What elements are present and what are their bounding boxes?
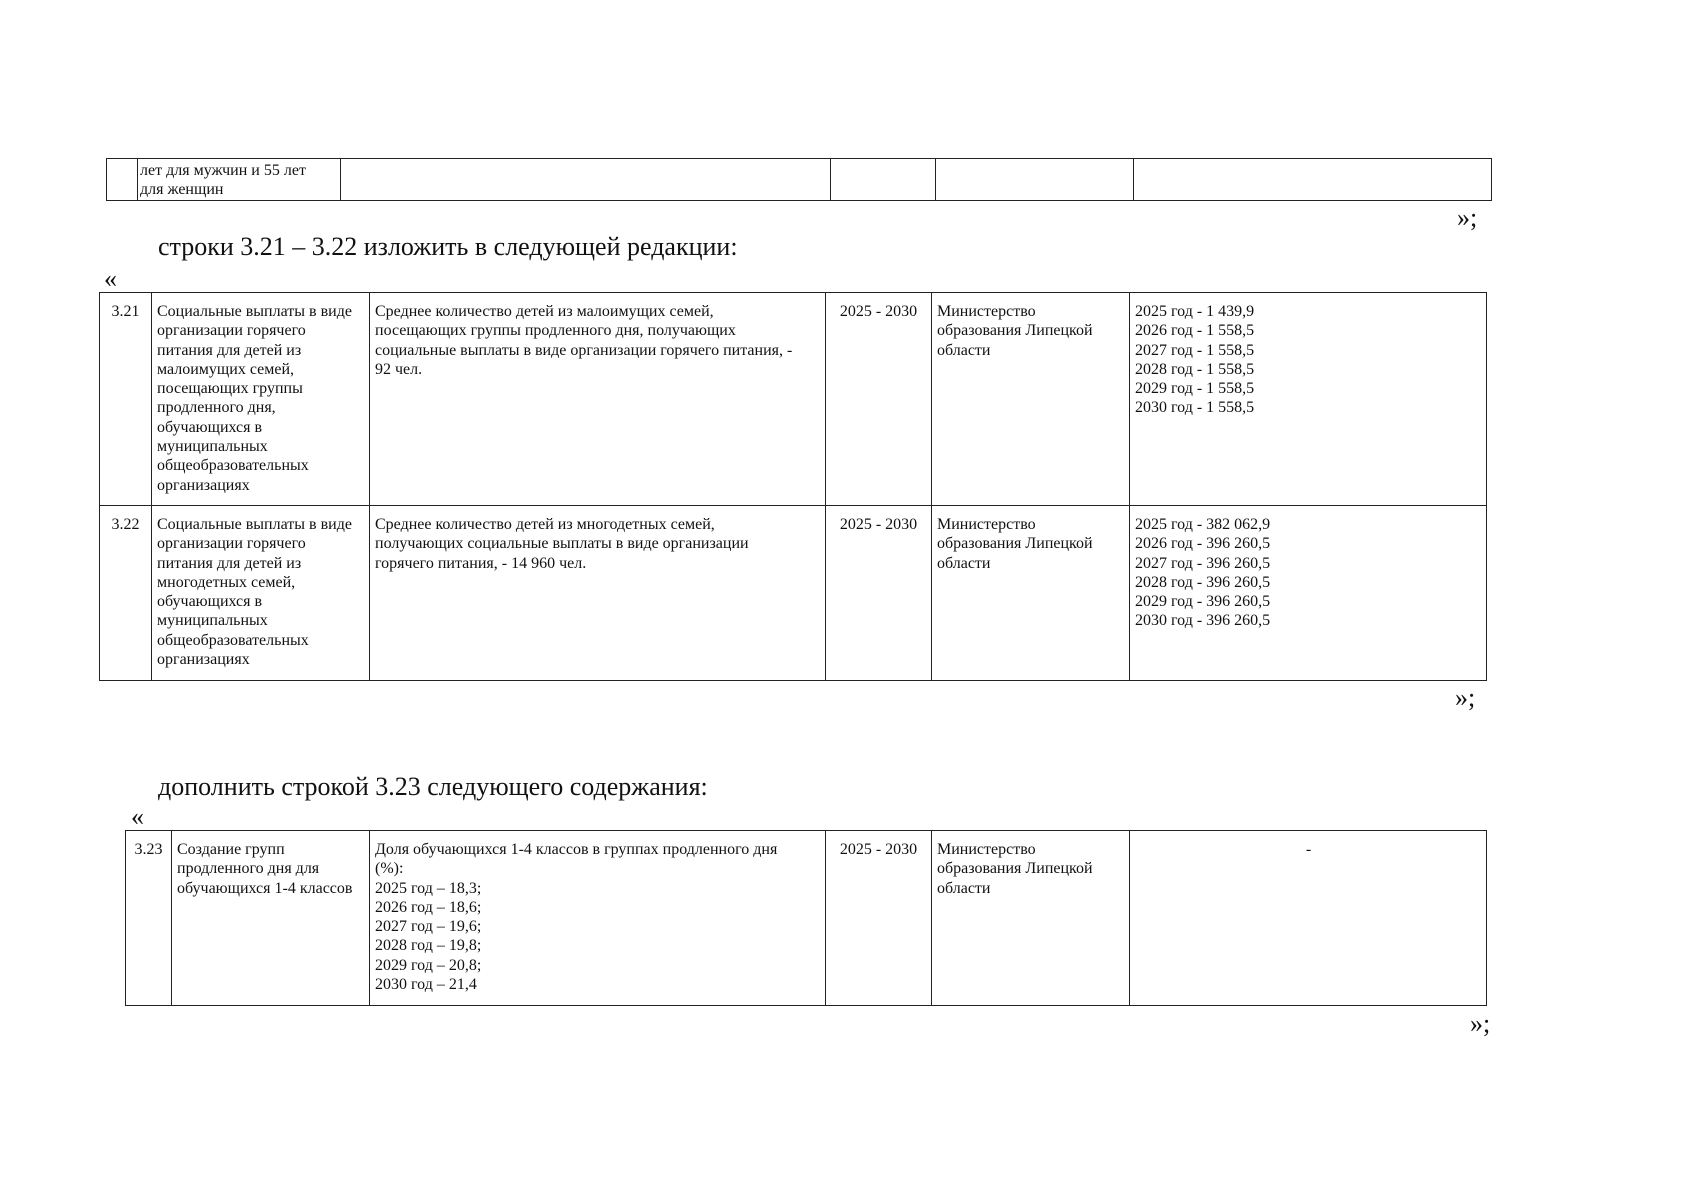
row-financing (1130, 293, 1487, 506)
cell-text-line: посещающих группы (157, 380, 303, 398)
row-executor (932, 293, 1130, 506)
cell-text-line: Министерство (937, 303, 1036, 320)
cell-text-line: 2027 год - 1 558,5 (1135, 341, 1255, 359)
row-indicator (370, 831, 826, 1006)
cell-text-line: 2029 год - 1 558,5 (1135, 380, 1255, 398)
cell-text-line: лет для мужчин и 55 лет (140, 162, 306, 179)
cell-text-line: области (937, 341, 991, 359)
cell-text-line: обучающихся в (157, 593, 263, 611)
cell-text-line: горячего питания, - 14 960 чел. (375, 554, 587, 572)
cell-text-line: Среднее количество детей из многодетных семей, (375, 516, 715, 533)
cell-text-line: Министерство (937, 841, 1036, 858)
cell-text-line: получающих социальные выплаты в виде организации (375, 535, 749, 553)
row-period: 2025 - 2030 (826, 506, 932, 681)
cell-text-line: общеобразовательных (157, 631, 309, 649)
cell-text-line: Создание групп (177, 841, 285, 858)
close-quote: »; (1470, 1009, 1491, 1038)
cell-text-line: Министерство (937, 516, 1036, 533)
row-financing: - (1130, 831, 1487, 1006)
fragment-executor-cell (936, 159, 1134, 201)
cell-text-line: 2027 год - 396 260,5 (1135, 554, 1271, 572)
cell-text-line: организациях (157, 476, 250, 494)
cell-text-line: 92 чел. (375, 360, 423, 378)
cell-text-line: 2030 год - 1 558,5 (1135, 399, 1255, 417)
row-period: 2025 - 2030 (826, 831, 932, 1006)
cell-text-line: муниципальных (157, 612, 268, 630)
cell-text-line: 2025 год - 382 062,9 (1135, 516, 1271, 533)
cell-text-line: 2030 год – 21,4 (375, 976, 477, 994)
row-name (152, 506, 370, 681)
cell-text-line: организациях (157, 651, 250, 669)
row-financing (1130, 506, 1487, 681)
cell-text-line: питания для детей из (157, 341, 302, 359)
cell-text-line: образования Липецкой (937, 322, 1093, 340)
rows-3-21-3-22-table (99, 292, 1487, 681)
cell-text-line: образования Липецкой (937, 860, 1093, 878)
cell-text-line: Социальные выплаты в виде (157, 303, 352, 320)
close-quote: »; (1457, 203, 1478, 232)
cell-text-line: области (937, 879, 991, 897)
cell-text-line: 2026 год – 18,6; (375, 898, 482, 916)
cell-text-line: обучающихся 1-4 классов (177, 879, 353, 897)
table-row (100, 506, 1487, 681)
row-indicator (370, 506, 826, 681)
open-quote: « (104, 264, 117, 293)
row-name (172, 831, 370, 1006)
cell-text-line: 2029 год - 396 260,5 (1135, 593, 1271, 611)
fragment-name-cell (138, 159, 341, 201)
row-number: 3.21 (100, 293, 152, 506)
section-heading: дополнить строкой 3.23 следующего содержания: (158, 772, 708, 801)
fragment-period-cell (831, 159, 936, 201)
cell-text-line: 2030 год - 396 260,5 (1135, 612, 1271, 630)
row-indicator (370, 293, 826, 506)
cell-text-line: муниципальных (157, 438, 268, 456)
top-fragment-table (106, 158, 1492, 201)
cell-text-line: 2026 год - 1 558,5 (1135, 322, 1255, 340)
section-heading: строки 3.21 – 3.22 изложить в следующей редакции: (158, 232, 738, 261)
table-row (100, 293, 1487, 506)
cell-text-line: 2026 год - 396 260,5 (1135, 535, 1271, 553)
cell-text-line: области (937, 554, 991, 572)
row-3-23-table (125, 830, 1487, 1006)
cell-text-line: 2025 год - 1 439,9 (1135, 303, 1255, 320)
cell-text-line: общеобразовательных (157, 457, 309, 475)
cell-text-line: организации горячего (157, 535, 306, 553)
cell-text-line: Среднее количество детей из малоимущих семей, (375, 303, 714, 320)
cell-text-line: многодетных семей, (157, 573, 296, 591)
row-executor (932, 506, 1130, 681)
cell-text-line: 2029 год – 20,8; (375, 956, 482, 974)
cell-text-line: 2028 год - 1 558,5 (1135, 360, 1255, 378)
cell-text-line: 2028 год – 19,8; (375, 937, 482, 955)
row-number: 3.22 (100, 506, 152, 681)
row-executor (932, 831, 1130, 1006)
cell-text-line: малоимущих семей, (157, 360, 294, 378)
open-quote: « (131, 802, 144, 831)
cell-text-line: 2027 год – 19,6; (375, 918, 482, 936)
cell-text-line: питания для детей из (157, 554, 302, 572)
cell-text-line: 2025 год – 18,3; (375, 879, 482, 897)
row-number: 3.23 (126, 831, 172, 1006)
row-period: 2025 - 2030 (826, 293, 932, 506)
cell-text-line: продленного дня для (177, 860, 320, 878)
cell-text-line: продленного дня, (157, 399, 276, 417)
fragment-financing-cell (1134, 159, 1492, 201)
cell-text-line: 2028 год - 396 260,5 (1135, 573, 1271, 591)
cell-text-line: образования Липецкой (937, 535, 1093, 553)
cell-text-line: (%): (375, 860, 404, 878)
cell-text-line: для женщин (140, 181, 224, 199)
cell-text-line: организации горячего (157, 322, 306, 340)
cell-text-line: Социальные выплаты в виде (157, 516, 352, 533)
cell-text-line: Доля обучающихся 1-4 классов в группах продленного дня (375, 841, 778, 858)
fragment-indicator-cell (341, 159, 831, 201)
cell-text-line: посещающих группы продленного дня, получающих (375, 322, 736, 340)
table-row (126, 831, 1487, 1006)
fragment-num-cell (107, 159, 138, 201)
close-quote: »; (1455, 683, 1476, 712)
cell-text-line: обучающихся в (157, 418, 263, 436)
row-name (152, 293, 370, 506)
cell-text-line: социальные выплаты в виде организации горячего питания, - (375, 341, 793, 359)
